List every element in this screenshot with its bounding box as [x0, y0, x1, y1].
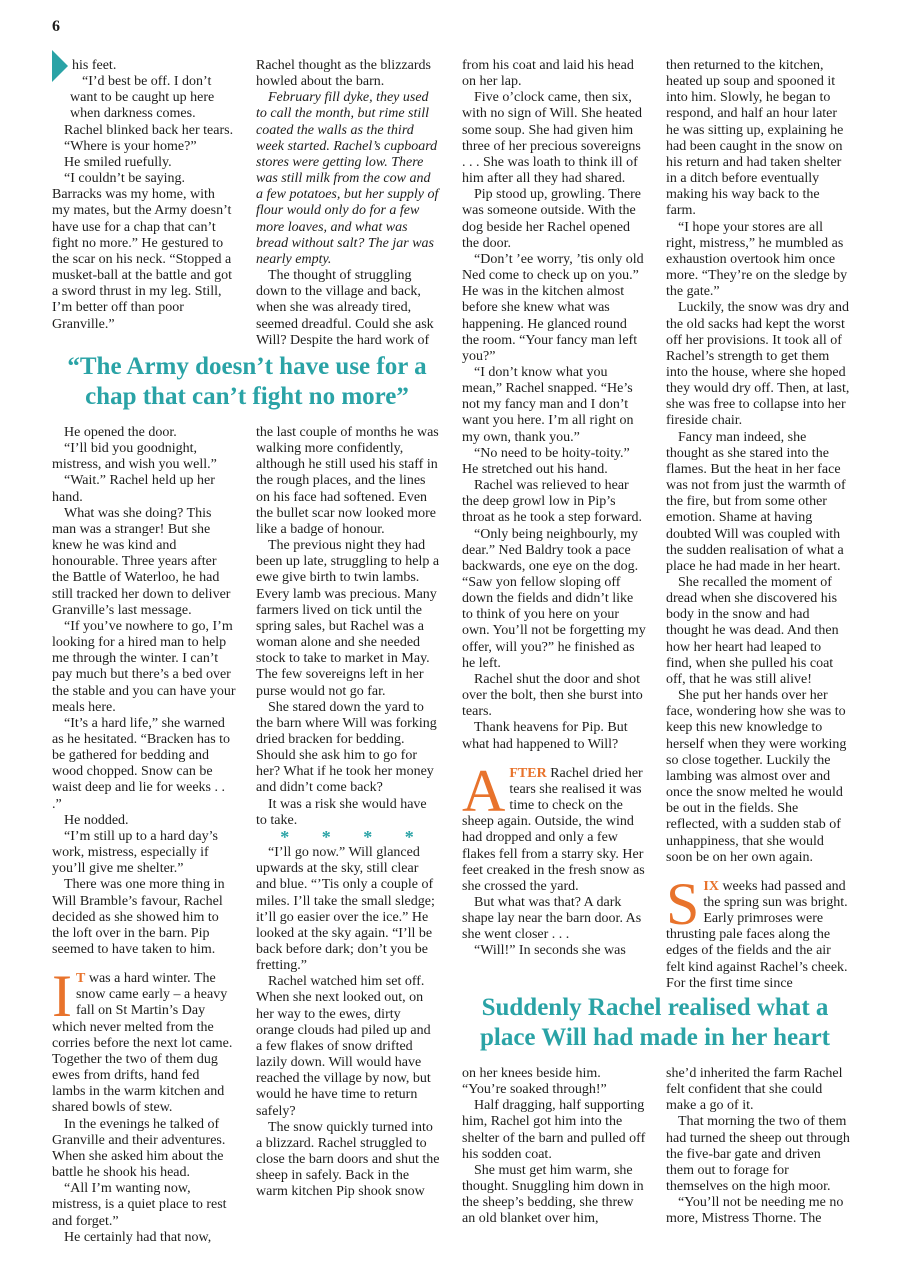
paragraph: But what was that? A dark shape lay near the barn door. As she went closer . . .	[462, 894, 642, 943]
paragraph: Rachel shut the door and shot over the bolt, then she burst into tears.	[462, 671, 643, 720]
paragraph: She must get him warm, she thought. Snuggling him down in the sheep’s bedding, she threw an old blanket over him,	[462, 1162, 644, 1227]
paragraph: Half dragging, half supporting him, Rachel got him into the shelter of the barn and pulled off his sodden coat.	[462, 1098, 646, 1162]
paragraph: He nodded.	[64, 812, 129, 828]
paragraph: “Will!” In seconds she was	[474, 943, 626, 959]
paragraph: He smiled ruefully.	[64, 154, 172, 170]
paragraph: “I’m still up to a hard day’s work, mistress, especially if you’ll give me shelter.”	[52, 828, 218, 877]
paragraph: The snow quickly turned into a blizzard. Rachel struggled to close the barn doors and shut the sheep in safely. Back in the warm kitchen Pip shook snow	[256, 1119, 440, 1200]
paragraph: In the evenings he talked of Granville and their adventures. When she asked him about the battle he shook his head.	[52, 1116, 226, 1181]
paragraph: “I’ll bid you goodnight, mistress, and wish you well.”	[52, 441, 217, 473]
paragraph: It was a risk she would have to take.	[256, 796, 427, 828]
paragraph: February fill dyke, they used to call the month, but rime still coated the walls as the third week started. Rachel’s cupboard stores were getting low. There was still milk from the cow and a few potatoes, but her supply of flour would only do for a few more loaves, and what was bread without salt? The jar was nearly empty.	[256, 90, 439, 267]
paragraph: Luckily, the snow was dry and the old sacks had kept the worst off her provisions. It took all of Rachel’s strength to get them into the house, where she hoped they would dry off. Then, at last, she was free to collapse into her fireside chair.	[666, 300, 850, 429]
paragraph: “Where is your home?”	[64, 138, 197, 154]
column-2-bottom	[256, 425, 440, 1201]
paragraph: “I hope your stores are all right, mistress,” he mumbled as exhaustion overtook him once more. “They’re on the sledge by the gate.”	[666, 219, 848, 300]
paragraph: Pip stood up, growling. There was someone outside. With the dog beside her Rachel opened the door.	[462, 187, 641, 251]
paragraph: she’d inherited the farm Rachel felt confident that she could make a go of it.	[666, 1066, 843, 1114]
paragraph: What was she doing? This man was a stranger! But she knew he was kind and honourable. Three years after the Battle of Waterloo, he had still tracked her down to deliver Granville’s last message.	[52, 505, 231, 618]
drop-cap: S	[666, 870, 700, 937]
paragraph: on her knees beside him. “You’re soaked through!”	[462, 1066, 607, 1098]
paragraph: Fancy man indeed, she thought as she stared into the flames. But the heat in her face was not from just the warmth of the fire, but from some other emotion. Shame at having doubted Will was coupled with the sudden realisation of what a place he had made in her heart.	[666, 429, 846, 574]
paragraph: The thought of struggling down to the village and back, when she was already tired, seemed dreadful. Could she ask Will? Despite the hard work of	[256, 268, 434, 348]
paragraph: He certainly had that now,	[64, 1229, 212, 1245]
paragraph: then returned to the kitchen, heated up soup and spooned it into him. Slowly, he began to respond, and half an hour later he was sitting up, explaining he had been caught in the snow on his return and had taken shelter in a ditch before eventually making his way back to the farm.	[666, 58, 844, 219]
dropcap-paragraph: SIX weeks had passed and the spring sun was bright. Early primroses were thrusting pale faces along the edges of the fields and the air felt kind against Rachel’s cheek. For the first time since	[666, 870, 848, 991]
paragraph: Thank heavens for Pip. But what had happened to Will?	[462, 720, 628, 752]
paragraph: She recalled the moment of dread when she discovered his body in the snow and had thought he was dead. And then how her heart had leaped to find, when she pulled his coat off, that he was still alive!	[666, 575, 839, 687]
column-1-bottom	[52, 425, 236, 1246]
column-1-top	[52, 58, 236, 333]
column-4-bottom	[666, 1066, 850, 1228]
paragraph: Rachel blinked back her tears.	[64, 122, 234, 138]
column-4-top	[666, 58, 850, 992]
paragraph: “I don’t know what you mean,” Rachel snapped. “He’s not my fancy man and I don’t want you here. I’m all right on my own, thank you.”	[462, 364, 634, 445]
paragraph: “All I’m wanting now, mistress, is a quiet place to rest and forget.”	[52, 1181, 227, 1229]
paragraph: “Wait.” Rachel held up her hand.	[52, 473, 215, 505]
paragraph: “I’d best be off. I don’t want to be caught up here when darkness comes.	[70, 74, 215, 122]
paragraph: Rachel thought as the blizzards howled about the barn.	[256, 58, 431, 90]
paragraph: “I’ll go now.” Will glanced upwards at the sky, still clear and blue. “’Tis only a couple of miles. I’ll take the small sledge; it’ll go easier over the ice.” He looked at the sky again. “I’ll be back before dark; don’t you be fretting.”	[256, 845, 435, 974]
paragraph: from his coat and laid his head on her lap.	[462, 58, 634, 90]
column-3-bottom	[462, 1066, 646, 1228]
paragraph: Rachel watched him set off. When she next looked out, on her way to the ewes, dirty orange clouds had piled up and a few flakes of snow drifted lazily down. Will would have reached the village by now, but would he have time to return safely?	[256, 974, 431, 1119]
pull-quote: “The Army doesn’t have use for a chap that can’t fight no more”	[67, 353, 427, 410]
drop-cap: A	[462, 757, 506, 824]
column-3-top	[462, 58, 646, 960]
paragraph: She stared down the yard to the barn where Will was forking dried bracken for bedding. Should she ask him to go for her? What if he took her money and didn’t come back?	[256, 699, 437, 796]
paragraph: the last couple of months he was walking more confidently, although he still used his staff in the rough places, and the lines on his face had softened. Even the bullet scar now looked more like a badge of honour.	[256, 425, 439, 537]
paragraph: “I couldn’t be saying. Barracks was my home, with my mates, but the Army doesn’t have use for a chap that can’t fight no more.” He gestured to the scar on his neck. “Stopped a musket-ball at the battle and got a sword thrust in my leg. Still, I’m better off than poor Granville.”	[52, 171, 233, 332]
section-break: * * * *	[280, 826, 428, 847]
pull-quote: Suddenly Rachel realised what a place Will had made in her heart	[479, 994, 831, 1051]
paragraph: She put her hands over her face, wondering how she was to keep this new knowledge to herself when they were working so close together. Luckily the lambing was almost over and once the snow melted he would be out in the fields. She reflected, with a sudden stab of unhappiness, that she would soon be on her own again.	[666, 688, 847, 865]
paragraph: He opened the door.	[64, 425, 177, 440]
paragraph: “No need to be hoity-toity.” He stretched out his hand.	[462, 445, 630, 477]
column-2-top	[256, 58, 440, 349]
dropcap-paragraph: AFTER Rachel dried her tears she realised it was time to check on the sheep again. Outside, the wind had dropped and only a few flakes fell from a starry sky. Her feet creaked in the fresh snow as she crossed the yard.	[462, 757, 645, 894]
paragraph: his feet.	[72, 58, 117, 73]
paragraph: “It’s a hard life,” she warned as he hesitated. “Bracken has to be gathered for bedding and wood chopped. Snow can be waist deep and lie for weeks . . .”	[52, 715, 231, 812]
drop-cap: I	[52, 963, 72, 1030]
paragraph: Five o’clock came, then six, with no sign of Will. She heated some soup. She had given him three of her precious sovereigns . . . She was loath to think ill of him after all they had shared.	[462, 90, 642, 187]
paragraph: “You’ll not be needing me no more, Mistress Thorne. The	[666, 1195, 844, 1227]
paragraph: That morning the two of them had turned the sheep out through the five-bar gate and driven them out to forage for themselves on the high moor.	[666, 1114, 850, 1195]
page-number: 6	[52, 18, 60, 35]
paragraph: Rachel was relieved to hear the deep growl low in Pip’s throat as he took a step forward.	[462, 478, 642, 526]
paragraph: There was one more thing in Will Bramble’s favour, Rachel decided as she showed him to the loft over in the barn. Pip seemed to have taken to him.	[52, 877, 225, 957]
paragraph: “If you’ve nowhere to go, I’m looking for a hired man to help me through the winter. I can’t pay much but there’s a bed over the stable and you can have your meals here.	[52, 618, 236, 715]
paragraph: “Only being neighbourly, my dear.” Ned Baldry took a pace backwards, one eye on the dog. “Saw yon fellow sloping off down the fields and didn’t like to think of you here on your own. You’ll not be forgetting my offer, will you?” he finished as he left.	[462, 526, 646, 671]
dropcap-paragraph: I T was a hard winter. The snow came early – a heavy fall on St Martin’s Day which never melted from the corries before the next lot came. Together the two of them dug ewes from drifts, hand fed lambs in the warm kitchen and shared bowls of stew.	[52, 963, 233, 1116]
paragraph: The previous night they had been up late, struggling to help a ewe give birth to twin lambs. Every lamb was precious. Many farmers lived on tick until the spring sales, but Rachel was a woman alone and she needed stock to take to market in May. The few sovereigns left in her purse would not go far.	[256, 538, 440, 699]
paragraph: “Don’t ’ee worry, ’tis only old Ned come to check up on you.” He was in the kitchen almost before she knew what was happening. He glanced round the room. “Your fancy man left you?”	[462, 251, 644, 364]
